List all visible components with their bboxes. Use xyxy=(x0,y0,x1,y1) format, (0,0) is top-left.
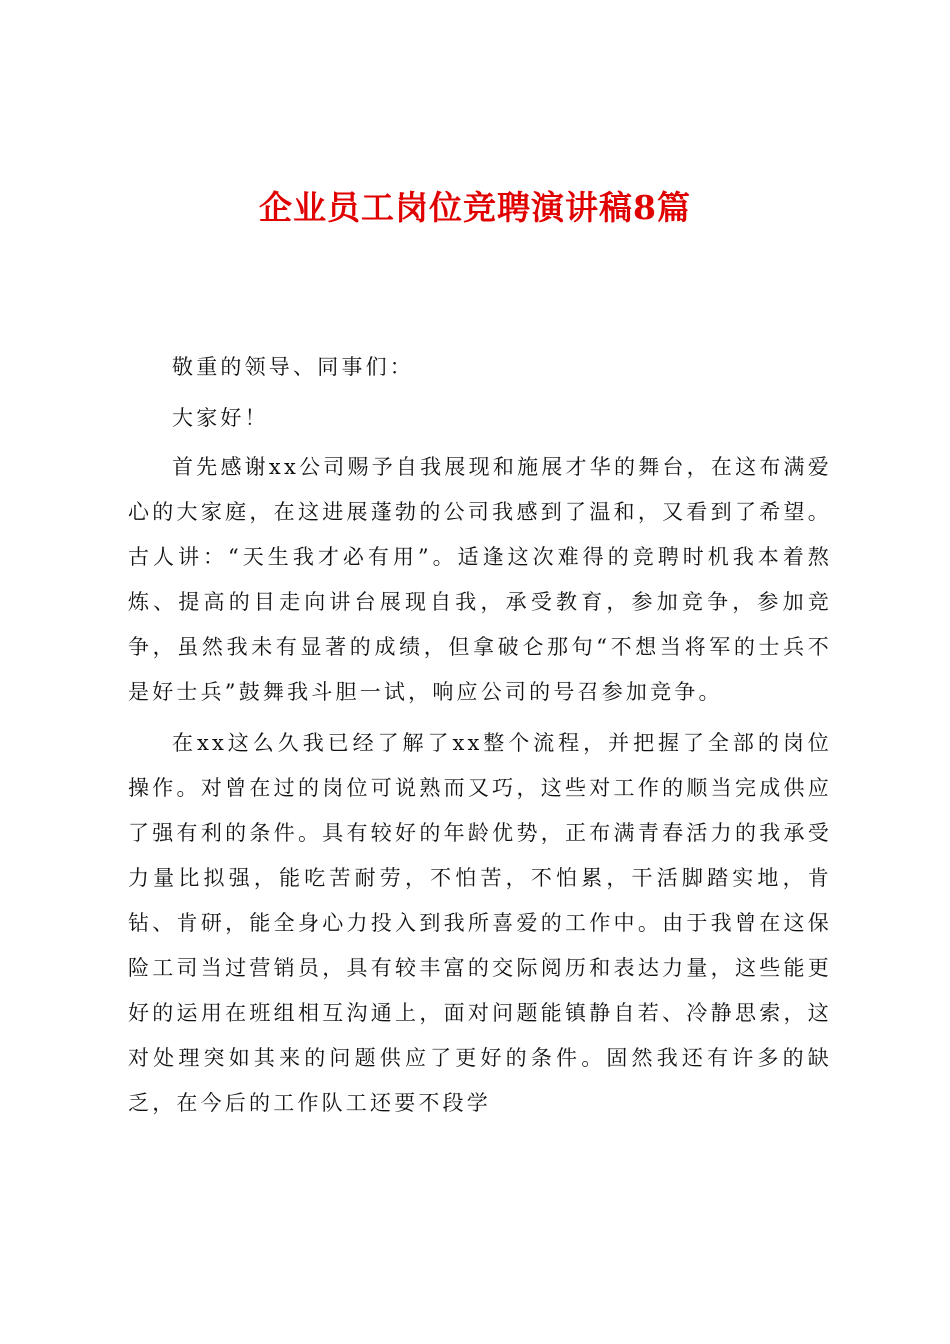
salutation-paragraph: 敬重的领导、同事们： xyxy=(172,355,414,379)
document-body xyxy=(128,345,832,1132)
intro-paragraph: 首先感谢xx公司赐予自我展现和施展才华的舞台，在这布满爱心的大家庭，在这进展蓬勃的公司我感到了温和，又看到了希望。古人讲：“天生我才必有用”。适逢这次难得的竞聘时机我本着熬炼、提高的目走向讲台展现自我，承受教育，参加竞争，参加竞争，虽然我未有显著的成绩，但拿破仑那句“不想当将军的士兵不是好士兵”鼓舞我斗胆一试，响应公司的号召参加竞争。 xyxy=(128,455,832,704)
experience-paragraph: 在xx这么久我已经了解了xx整个流程，并把握了全部的岗位操作。对曾在过的岗位可说熟而又巧，这些对工作的顺当完成供应了强有利的条件。具有较好的年龄优势，正布满青春活力的我承受力量比拟强，能吃苦耐劳，不怕苦，不怕累，干活脚踏实地，肯钻、肯研，能全身心力投入到我所喜爱的工作中。由于我曾在这保险工司当过营销员，具有较丰富的交际阅历和表达力量，这些能更好的运用在班组相互沟通上，面对问题能镇静自若、冷静思索，这对处理突如其来的问题供应了更好的条件。固然我还有许多的缺乏，在今后的工作队工还要不段学 xyxy=(128,731,832,1115)
greeting-paragraph: 大家好！ xyxy=(172,406,269,430)
document-title: 企业员工岗位竞聘演讲稿8篇 xyxy=(259,188,691,227)
